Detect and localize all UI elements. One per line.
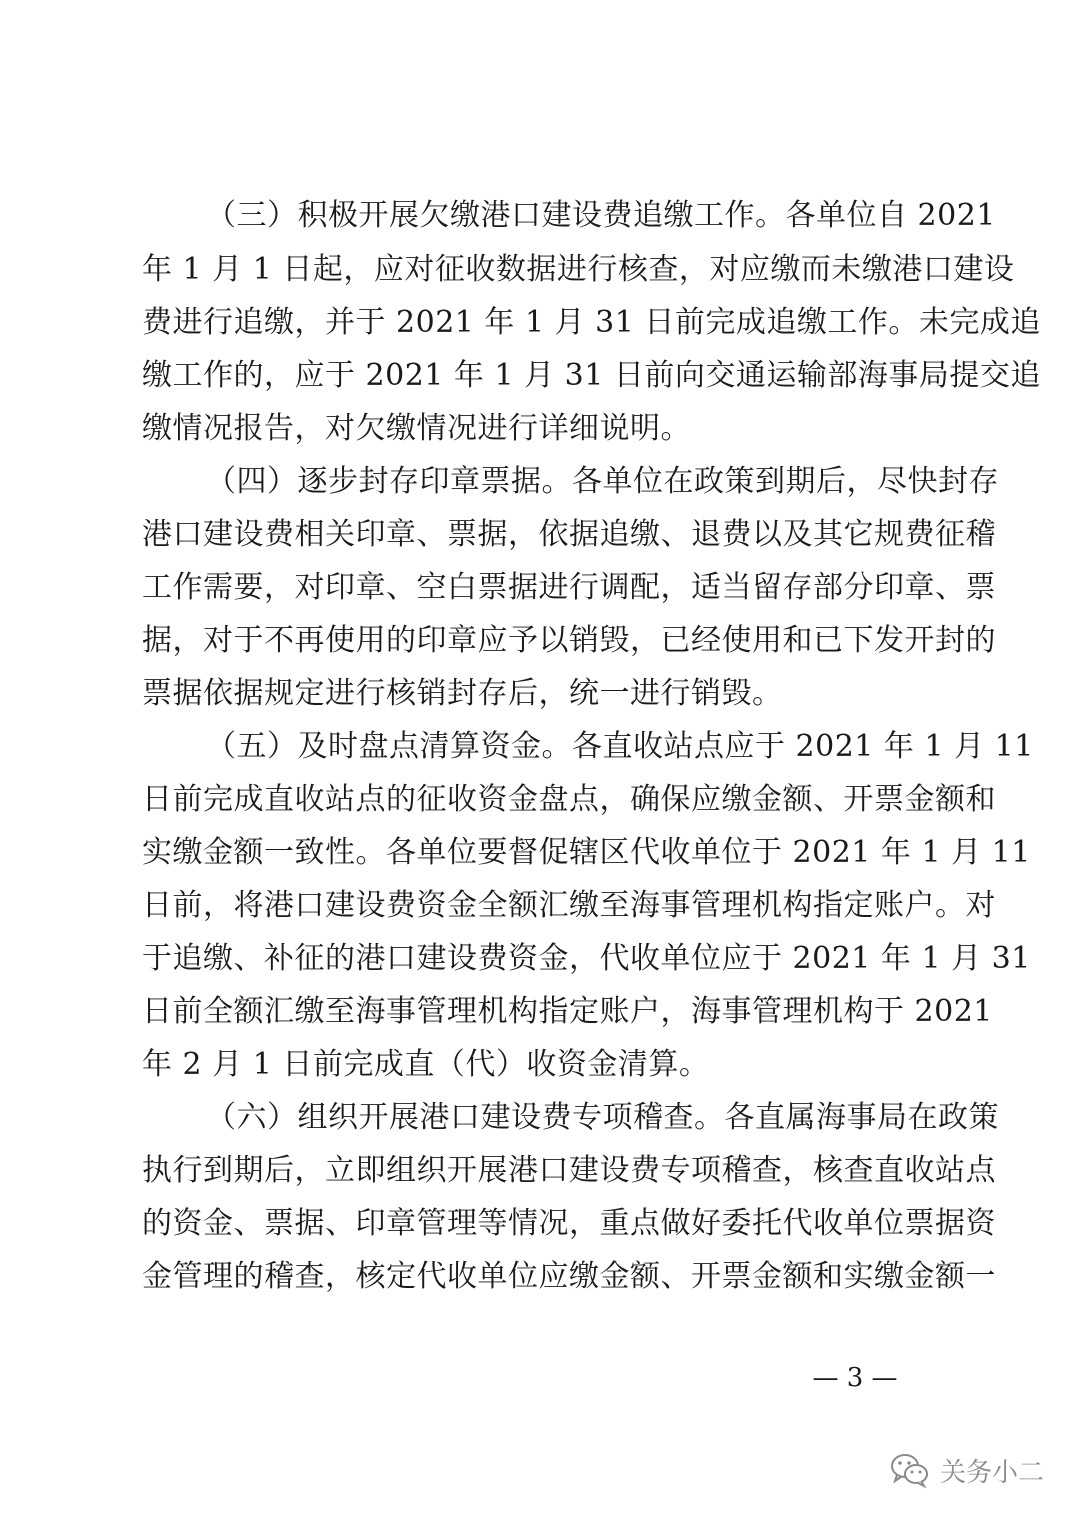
paragraph-line: 费进行追缴，并于 2021 年 1 月 31 日前完成追缴工作。未完成追: [142, 305, 1041, 340]
paragraph-line: （六）组织开展港口建设费专项稽查。各直属海事局在政策: [206, 1100, 999, 1135]
paragraph-line: 日前全额汇缴至海事管理机构指定账户，海事管理机构于 2021: [142, 994, 993, 1029]
watermark: [888, 1448, 1044, 1492]
paragraph-line: 执行到期后，立即组织开展港口建设费专项稽查，核查直收站点: [142, 1153, 996, 1188]
paragraph-line: 据，对于不再使用的印章应予以销毁，已经使用和已下发开封的: [142, 623, 996, 658]
paragraph-line: 年 1 月 1 日起，应对征收数据进行核查，对应缴而未缴港口建设: [142, 252, 1015, 287]
watermark-label: 关务小二: [940, 1457, 1045, 1488]
paragraph-line: （五）及时盘点清算资金。各直收站点应于 2021 年 1 月 11: [206, 729, 1034, 764]
paragraph-line: 日前完成直收站点的征收资金盘点，确保应缴金额、开票金额和: [142, 782, 996, 817]
paragraph-line: 的资金、票据、印章管理等情况，重点做好委托代收单位票据资: [142, 1206, 996, 1241]
paragraph-line: 缴工作的，应于 2021 年 1 月 31 日前向交通运输部海事局提交追: [142, 358, 1041, 393]
paragraph-line: （四）逐步封存印章票据。各单位在政策到期后，尽快封存: [206, 464, 999, 499]
wechat-icon: [888, 1448, 932, 1492]
paragraph-line: 工作需要，对印章、空白票据进行调配，适当留存部分印章、票: [142, 570, 996, 605]
paragraph-line: 金管理的稽查，核定代收单位应缴金额、开票金额和实缴金额一: [142, 1259, 996, 1294]
paragraph-line: 票据依据规定进行核销封存后，统一进行销毁。: [142, 676, 783, 711]
paragraph-line: （三）积极开展欠缴港口建设费追缴工作。各单位自 2021: [206, 198, 996, 233]
paragraph-line: 年 2 月 1 日前完成直（代）收资金清算。: [142, 1047, 710, 1082]
paragraph-line: 日前，将港口建设费资金全额汇缴至海事管理机构指定账户。对: [142, 888, 996, 923]
paragraph-line: 于追缴、补征的港口建设费资金，代收单位应于 2021 年 1 月 31: [142, 941, 1031, 976]
paragraph-line: 缴情况报告，对欠缴情况进行详细说明。: [142, 411, 691, 446]
page-number: — 3 —: [812, 1363, 898, 1393]
paragraph-line: 港口建设费相关印章、票据，依据追缴、退费以及其它规费征稽: [142, 517, 996, 552]
paragraph-line: 实缴金额一致性。各单位要督促辖区代收单位于 2021 年 1 月 11: [142, 835, 1031, 870]
